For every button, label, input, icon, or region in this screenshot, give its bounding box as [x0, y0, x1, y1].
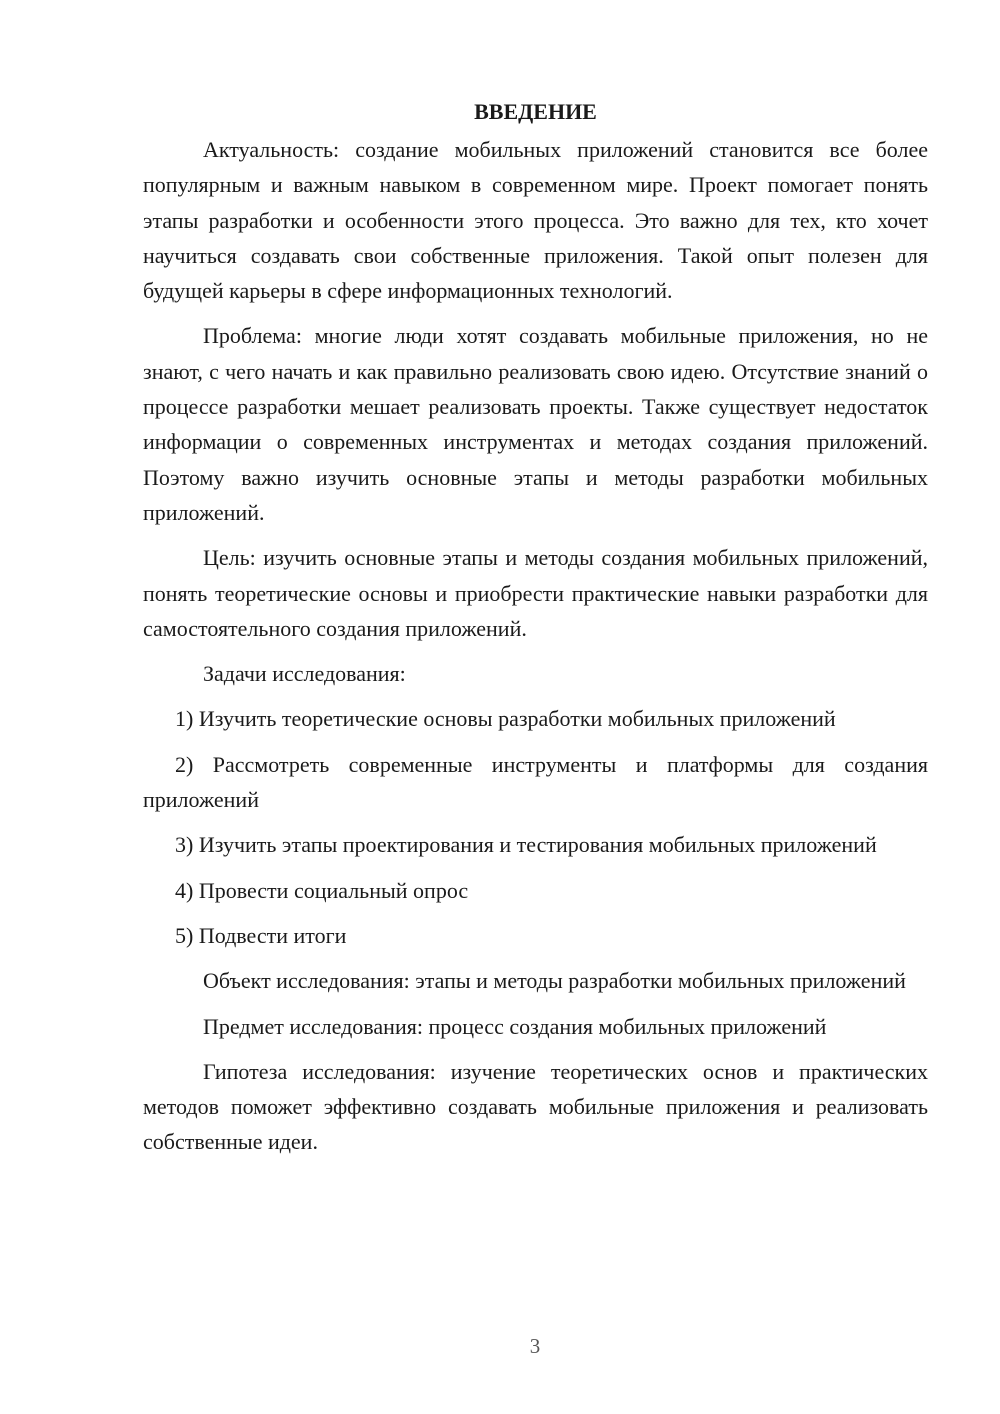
- page-number: 3: [529, 1334, 541, 1358]
- tasks-heading: Задачи исследования:: [203, 661, 406, 687]
- task-item-5: 5) Подвести итоги: [175, 922, 347, 948]
- problem-paragraph: Проблема: многие люди хотят создавать мобильные приложения, но не знают, с чего начать и как правильно реализовать свою идею. Отсутствие знаний о процессе разработки мешает реализовать проекты. Также существует недостаток информации о современных инструментах и методах создания приложений. Поэтому важно изучить основные этапы и методы разработки мобильных приложений.: [143, 323, 928, 525]
- task-item-2: 2) Рассмотреть современные инструменты и платформы для создания приложений: [143, 751, 928, 813]
- relevance-paragraph: Актуальность: создание мобильных приложений становится все более популярным и важным навыком в современном мире. Проект помогает понять этапы разработки и особенности этого процесса. Это важно для тех, кто хочет научиться создавать свои собственные приложения. Такой опыт полезен для будущей карьеры в сфере информационных технологий.: [143, 137, 928, 304]
- goal-paragraph: Цель: изучить основные этапы и методы создания мобильных приложений, понять теоретические основы и приобрести практические навыки разработки для самостоятельного создания приложений.: [143, 545, 928, 641]
- document-page: [143, 94, 928, 1160]
- task-item-3: 3) Изучить этапы проектирования и тестирования мобильных приложений: [175, 832, 877, 858]
- section-title: ВВЕДЕНИЕ: [474, 99, 597, 124]
- task-item-4: 4) Провести социальный опрос: [175, 877, 469, 903]
- subject-paragraph: Предмет исследования: процесс создания мобильных приложений: [203, 1013, 827, 1039]
- task-item-1: 1) Изучить теоретические основы разработки мобильных приложений: [175, 706, 836, 732]
- object-paragraph: Объект исследования: этапы и методы разработки мобильных приложений: [203, 968, 906, 994]
- hypothesis-paragraph: Гипотеза исследования: изучение теоретических основ и практических методов поможет эффективно создавать мобильные приложения и реализовать собственные идеи.: [143, 1058, 928, 1155]
